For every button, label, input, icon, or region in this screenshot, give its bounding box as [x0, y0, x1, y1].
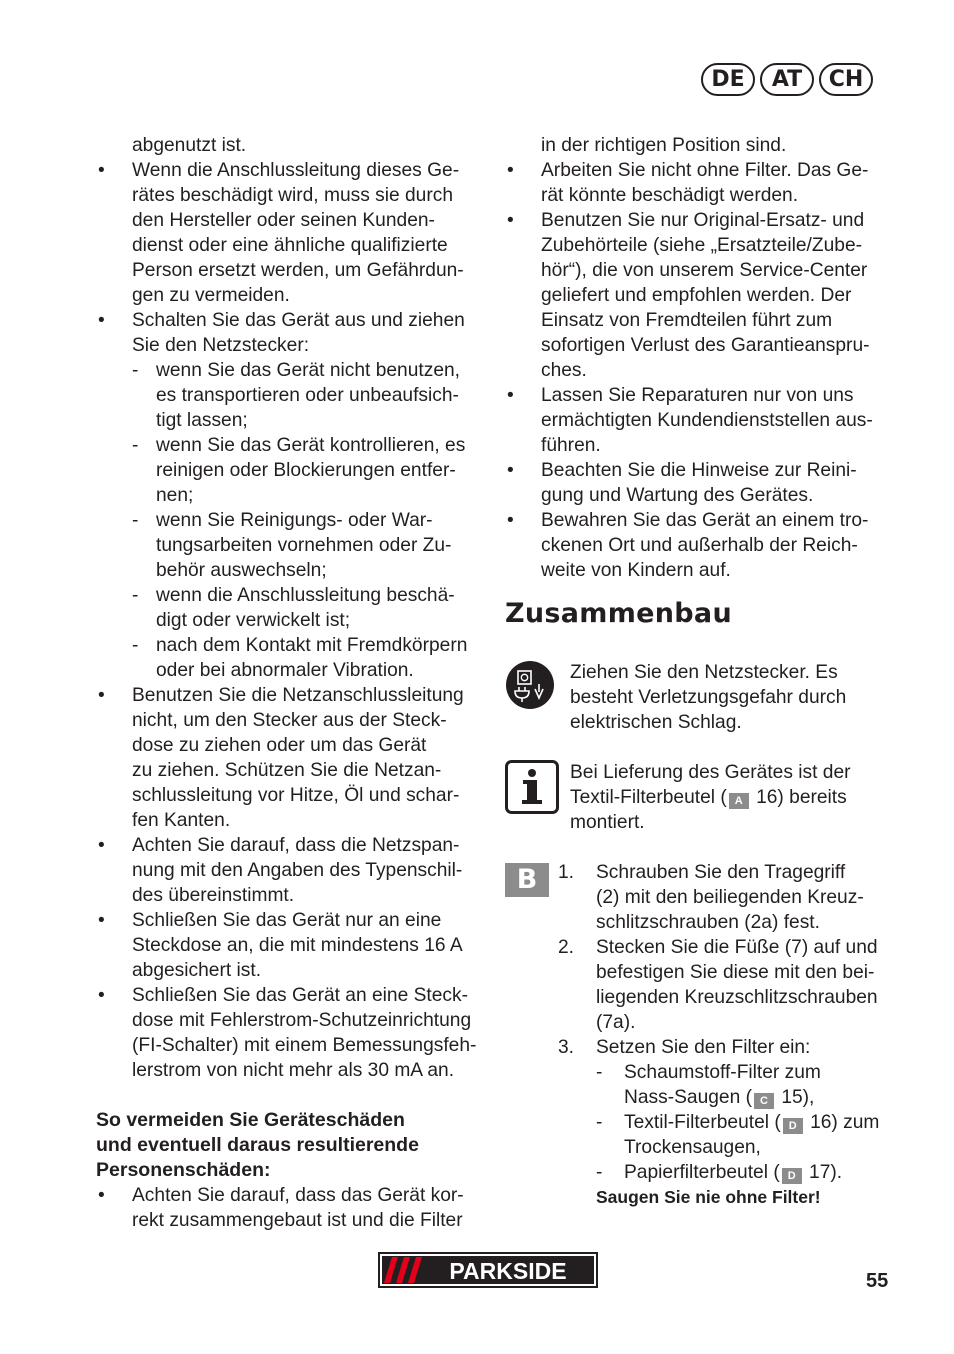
- text-line: gung und Wartung des Gerätes.: [541, 485, 814, 506]
- left-column: [96, 133, 480, 1233]
- text-line: sofortigen Verlust des Garantieanspru-: [541, 335, 870, 356]
- filter-option: - Textil-Filterbeutel ( D 16) zum: [596, 1112, 880, 1133]
- bullet-dot: •: [98, 985, 105, 1006]
- text-line: [570, 785, 890, 810]
- text-line: rät könnte beschädigt werden.: [541, 185, 799, 206]
- sub-item-text: wenn Sie das Gerät kontrollieren, es: [156, 435, 466, 456]
- text-segment: 16) bereits: [750, 787, 847, 808]
- page-number: 55: [866, 1270, 889, 1292]
- text-line: geliefert und empfohlen werden. Der: [541, 285, 852, 306]
- bullet-dot: •: [98, 685, 105, 706]
- step-number: 1.: [558, 862, 575, 883]
- text-line: rätes beschädigt wird, muss sie durch: [132, 185, 453, 206]
- subheading-line: und eventuell daraus resultierende: [96, 1134, 419, 1156]
- bullet-item: [505, 208, 889, 233]
- sub-item-text: wenn Sie Reinigungs- oder War-: [156, 510, 433, 531]
- parkside-logo: [378, 1252, 598, 1288]
- bullet-text: Schließen Sie das Gerät an eine Steck-: [132, 985, 468, 1006]
- text-line: ermächtigten Kundendienststellen aus-: [541, 410, 873, 431]
- step-number: 2.: [558, 937, 575, 958]
- spacer: [96, 1083, 480, 1108]
- sub-item-text: wenn Sie das Gerät nicht benutzen,: [156, 360, 460, 381]
- text-line: [505, 1085, 889, 1110]
- dash-marker: -: [132, 510, 139, 531]
- text-line: Steckdose an, die mit mindestens 16 A: [132, 935, 463, 956]
- text-line: zu ziehen. Schützen Sie die Netzan-: [132, 760, 442, 781]
- dash-marker: -: [132, 585, 139, 606]
- text-line: nen;: [156, 485, 194, 506]
- language-badges: [701, 63, 873, 96]
- text-line: weite von Kindern auf.: [541, 560, 731, 581]
- dash-marker: -: [132, 360, 139, 381]
- bullet-text: Achten Sie darauf, dass die Netzspan-: [132, 835, 460, 856]
- bullet-text: Lassen Sie Reparaturen nur von uns: [541, 385, 854, 406]
- bullet-item: [96, 158, 480, 183]
- text-segment: 16) zum: [804, 1112, 880, 1133]
- bullet-dot: •: [98, 310, 105, 331]
- text-line: in der richtigen Position sind.: [541, 135, 787, 156]
- step-number: 3.: [558, 1037, 575, 1058]
- sub-item-text: nach dem Kontakt mit Fremdkörpern: [156, 635, 468, 656]
- text-line: dose zu ziehen oder um das Gerät: [132, 735, 427, 756]
- assembly-steps: [505, 860, 889, 1210]
- bullet-item: [505, 458, 889, 483]
- text-line: abgesichert ist.: [132, 960, 262, 981]
- text-line: fen Kanten.: [132, 810, 231, 831]
- text-line: montiert.: [570, 812, 645, 833]
- bullet-item: [96, 1183, 480, 1208]
- bullet-text: Achten Sie darauf, dass das Gerät kor-: [132, 1185, 464, 1206]
- text-line: dienst oder eine ähnliche qualifizierte: [132, 235, 448, 256]
- filter-warning: Saugen Sie nie ohne Filter!: [596, 1187, 821, 1207]
- brand-text: PARKSIDE: [449, 1258, 567, 1284]
- text-line: führen.: [541, 435, 601, 456]
- bullet-text: Benutzen Sie die Netzanschlussleitung: [132, 685, 464, 706]
- subheading-line: So vermeiden Sie Geräteschäden: [96, 1109, 405, 1131]
- text-line: ckenen Ort und außerhalb der Reich-: [541, 535, 858, 556]
- text-line: Bei Lieferung des Gerätes ist der: [570, 762, 851, 783]
- figure-ref-box: D: [782, 1168, 802, 1184]
- bullet-item: [505, 158, 889, 183]
- info-icon: [505, 760, 559, 821]
- bullet-text: Bewahren Sie das Gerät an einem tro-: [541, 510, 869, 531]
- bullet-text: Schalten Sie das Gerät aus und ziehen: [132, 310, 465, 331]
- text-line: schlussleitung vor Hitze, Öl und schar-: [132, 785, 460, 806]
- text-line: behör auswechseln;: [156, 560, 327, 581]
- section-title: Zusammenbau: [505, 598, 732, 629]
- text-line: es transportieren oder unbeaufsich-: [156, 385, 459, 406]
- dash-marker: -: [132, 635, 139, 656]
- lang-badge-de: DE: [701, 63, 755, 96]
- text-line: Ziehen Sie den Netzstecker. Es: [570, 662, 838, 683]
- bullet-item: [96, 983, 480, 1008]
- lang-badge-ch: CH: [819, 63, 873, 96]
- filter-option: - Papierfilterbeutel ( D 17).: [596, 1162, 843, 1183]
- text-line: nicht, um den Stecker aus der Steck-: [132, 710, 447, 731]
- text-segment: Textil-Filterbeutel (: [570, 787, 727, 808]
- plug-warning-note: [505, 660, 889, 735]
- bullet-dot: •: [98, 1185, 105, 1206]
- bullet-dot: •: [507, 210, 514, 231]
- bullet-dot: •: [507, 460, 514, 481]
- bullet-item: [96, 908, 480, 933]
- sub-item: [96, 583, 480, 608]
- step-item: [505, 1035, 889, 1060]
- text-line: des übereinstimmt.: [132, 885, 295, 906]
- info-text: [570, 760, 890, 835]
- figure-ref-box: C: [754, 1093, 774, 1109]
- text-line: befestigen Sie diese mit den bei-: [596, 962, 875, 983]
- step-text: Schrauben Sie den Tragegriff: [596, 862, 846, 883]
- text-line: ches.: [541, 360, 587, 381]
- text-line: gen zu vermeiden.: [132, 285, 290, 306]
- bullet-text: Beachten Sie die Hinweise zur Reini-: [541, 460, 857, 481]
- step-item: [505, 935, 889, 960]
- bullet-item: [96, 683, 480, 708]
- text-line: hör“), die von unserem Service-Center: [541, 260, 868, 281]
- sub-item: [96, 508, 480, 533]
- text-line: elektrischen Schlag.: [570, 712, 742, 733]
- text-line: den Hersteller oder seinen Kunden-: [132, 210, 435, 231]
- bullet-item: [96, 308, 480, 333]
- option-text: Schaumstoff-Filter zum: [624, 1062, 821, 1083]
- bullet-dot: •: [507, 510, 514, 531]
- text-segment: 17).: [803, 1162, 843, 1183]
- sub-item: [96, 633, 480, 658]
- text-line: dose mit Fehlerstrom-Schutzeinrichtung: [132, 1010, 472, 1031]
- text-line: Trockensaugen,: [624, 1137, 761, 1158]
- step-text: Stecken Sie die Füße (7) auf und: [596, 937, 878, 958]
- text-line: nung mit den Angaben des Typenschil-: [132, 860, 463, 881]
- bullet-dot: •: [98, 910, 105, 931]
- sub-item: [96, 433, 480, 458]
- bullet-text: Schließen Sie das Gerät nur an eine: [132, 910, 442, 931]
- plug-warning-text: [570, 660, 890, 735]
- sub-item-text: wenn die Anschlussleitung beschä-: [156, 585, 455, 606]
- text-line: lerstrom von nicht mehr als 30 mA an.: [132, 1060, 455, 1081]
- bullet-item: [505, 383, 889, 408]
- text-line: schlitzschrauben (2a) fest.: [596, 912, 820, 933]
- text-segment: 15),: [775, 1087, 815, 1108]
- step-text: Setzen Sie den Filter ein:: [596, 1037, 811, 1058]
- text-line: reinigen oder Blockierungen entfer-: [156, 460, 456, 481]
- right-column: [505, 133, 889, 583]
- text-line: (2) mit den beiliegenden Kreuz-: [596, 887, 864, 908]
- text-line: tungsarbeiten vornehmen oder Zu-: [156, 535, 452, 556]
- lang-badge-at: AT: [760, 63, 814, 96]
- bullet-item: [96, 833, 480, 858]
- bullet-text: Wenn die Anschlussleitung dieses Ge-: [132, 160, 460, 181]
- text-line: liegenden Kreuzschlitzschrauben: [596, 987, 878, 1008]
- text-line: digt oder verwickelt ist;: [156, 610, 351, 631]
- sub-item: [96, 358, 480, 383]
- text-segment: Nass-Saugen (: [624, 1087, 752, 1108]
- text-line: rekt zusammengebaut ist und die Filter: [132, 1210, 463, 1231]
- subheading-line: Personenschäden:: [96, 1159, 271, 1181]
- bullet-dot: •: [98, 160, 105, 181]
- text-line: Zubehörteile (siehe „Ersatzteile/Zube-: [541, 235, 863, 256]
- bullet-dot: •: [98, 835, 105, 856]
- bullet-dot: •: [507, 160, 514, 181]
- text-segment: Textil-Filterbeutel (: [624, 1112, 781, 1133]
- step-item: [505, 860, 889, 885]
- figure-ref-box: A: [729, 793, 749, 809]
- text-line: abgenutzt ist.: [132, 135, 247, 156]
- text-line: Einsatz von Fremdteilen führt zum: [541, 310, 833, 331]
- text-line: tigt lassen;: [156, 410, 248, 431]
- bullet-text: Benutzen Sie nur Original-Ersatz- und: [541, 210, 865, 231]
- info-note: [505, 760, 889, 835]
- text-segment: Papierfilterbeutel (: [624, 1162, 780, 1183]
- text-line: Sie den Netzstecker:: [132, 335, 310, 356]
- figure-ref-box: D: [783, 1118, 803, 1134]
- figure-label-b: B: [505, 863, 549, 897]
- filter-option: - Schaumstoff-Filter zum: [596, 1062, 821, 1083]
- plug-icon: [505, 660, 555, 717]
- text-line: oder bei abnormaler Vibration.: [156, 660, 414, 681]
- bullet-text: Arbeiten Sie nicht ohne Filter. Das Ge-: [541, 160, 869, 181]
- dash-marker: -: [132, 435, 139, 456]
- text-line: (FI-Schalter) mit einem Bemessungsfeh-: [132, 1035, 477, 1056]
- text-line: Person ersetzt werden, um Gefährdun-: [132, 260, 464, 281]
- text-line: (7a).: [596, 1012, 636, 1033]
- bullet-dot: •: [507, 385, 514, 406]
- bullet-item: [505, 508, 889, 533]
- text-line: besteht Verletzungsgefahr durch: [570, 687, 847, 708]
